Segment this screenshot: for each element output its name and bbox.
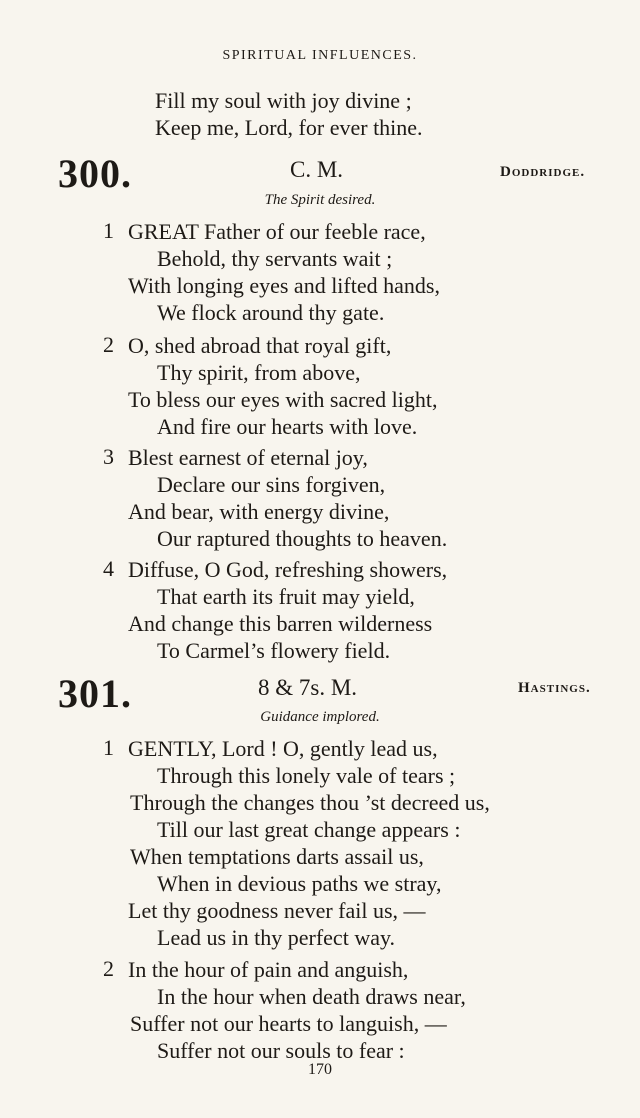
- stanza-number: 4: [103, 556, 114, 581]
- verse-line: Thy spirit, from above,: [157, 360, 361, 385]
- running-header: SPIRITUAL INFLUENCES.: [222, 48, 418, 63]
- verse-line: Behold, thy servants wait ;: [157, 246, 393, 271]
- stanza-number: 2: [103, 956, 114, 981]
- verse-line: Declare our sins forgiven,: [157, 472, 386, 497]
- hymn-meter: C. M.: [290, 157, 344, 182]
- verse-line: Suffer not our souls to fear :: [157, 1038, 405, 1063]
- verse-line: Let thy goodness never fail us, —: [128, 898, 426, 923]
- verse-line: Our raptured thoughts to heaven.: [157, 526, 448, 551]
- verse-line: Diffuse, O God, refreshing showers,: [128, 557, 448, 582]
- stanza-number: 3: [103, 444, 114, 469]
- verse-line: Lead us in thy perfect way.: [157, 925, 396, 950]
- verse-line: In the hour when death draws near,: [157, 984, 466, 1009]
- verse-line: To bless our eyes with sacred light,: [128, 387, 438, 412]
- verse-line: When temptations darts assail us,: [130, 844, 424, 869]
- verse-line: GREAT Father of our feeble race,: [128, 219, 426, 244]
- hymn-subtitle: The Spirit desired.: [264, 192, 376, 208]
- verse-line: With longing eyes and lifted hands,: [128, 273, 440, 298]
- verse-line: And change this barren wilderness: [128, 611, 433, 636]
- verse-line: In the hour of pain and anguish,: [128, 957, 409, 982]
- hymn-number: 301.: [58, 671, 132, 716]
- verse-line: GENTLY, Lord ! O, gently lead us,: [128, 736, 438, 761]
- verse-line: We flock around thy gate.: [157, 300, 385, 325]
- hymn-composer: Doddridge.: [500, 164, 586, 180]
- verse-line: To Carmel’s flowery field.: [157, 638, 391, 663]
- carryover-line: Keep me, Lord, for ever thine.: [155, 115, 423, 140]
- verse-line: Blest earnest of eternal joy,: [128, 445, 368, 470]
- verse-line: And fire our hearts with love.: [157, 414, 418, 439]
- verse-line: Through this lonely vale of tears ;: [157, 763, 456, 788]
- verse-line: Through the changes thou ’st decreed us,: [130, 790, 490, 815]
- page-number: 170: [308, 1061, 332, 1078]
- carryover-line: Fill my soul with joy divine ;: [155, 88, 412, 113]
- verse-line: That earth its fruit may yield,: [157, 584, 415, 609]
- verse-line: Till our last great change appears :: [157, 817, 461, 842]
- verse-line: When in devious paths we stray,: [157, 871, 442, 896]
- stanza-number: 1: [103, 735, 114, 760]
- hymn-composer: Hastings.: [518, 680, 591, 696]
- verse-line: And bear, with energy divine,: [128, 499, 390, 524]
- stanza-number: 2: [103, 332, 114, 357]
- hymn-meter: 8 & 7s. M.: [258, 675, 358, 700]
- hymn-number: 300.: [58, 151, 132, 196]
- verse-line: Suffer not our hearts to languish, —: [130, 1011, 447, 1036]
- verse-line: O, shed abroad that royal gift,: [128, 333, 392, 358]
- hymn-subtitle: Guidance implored.: [260, 709, 380, 725]
- stanza-number: 1: [103, 218, 114, 243]
